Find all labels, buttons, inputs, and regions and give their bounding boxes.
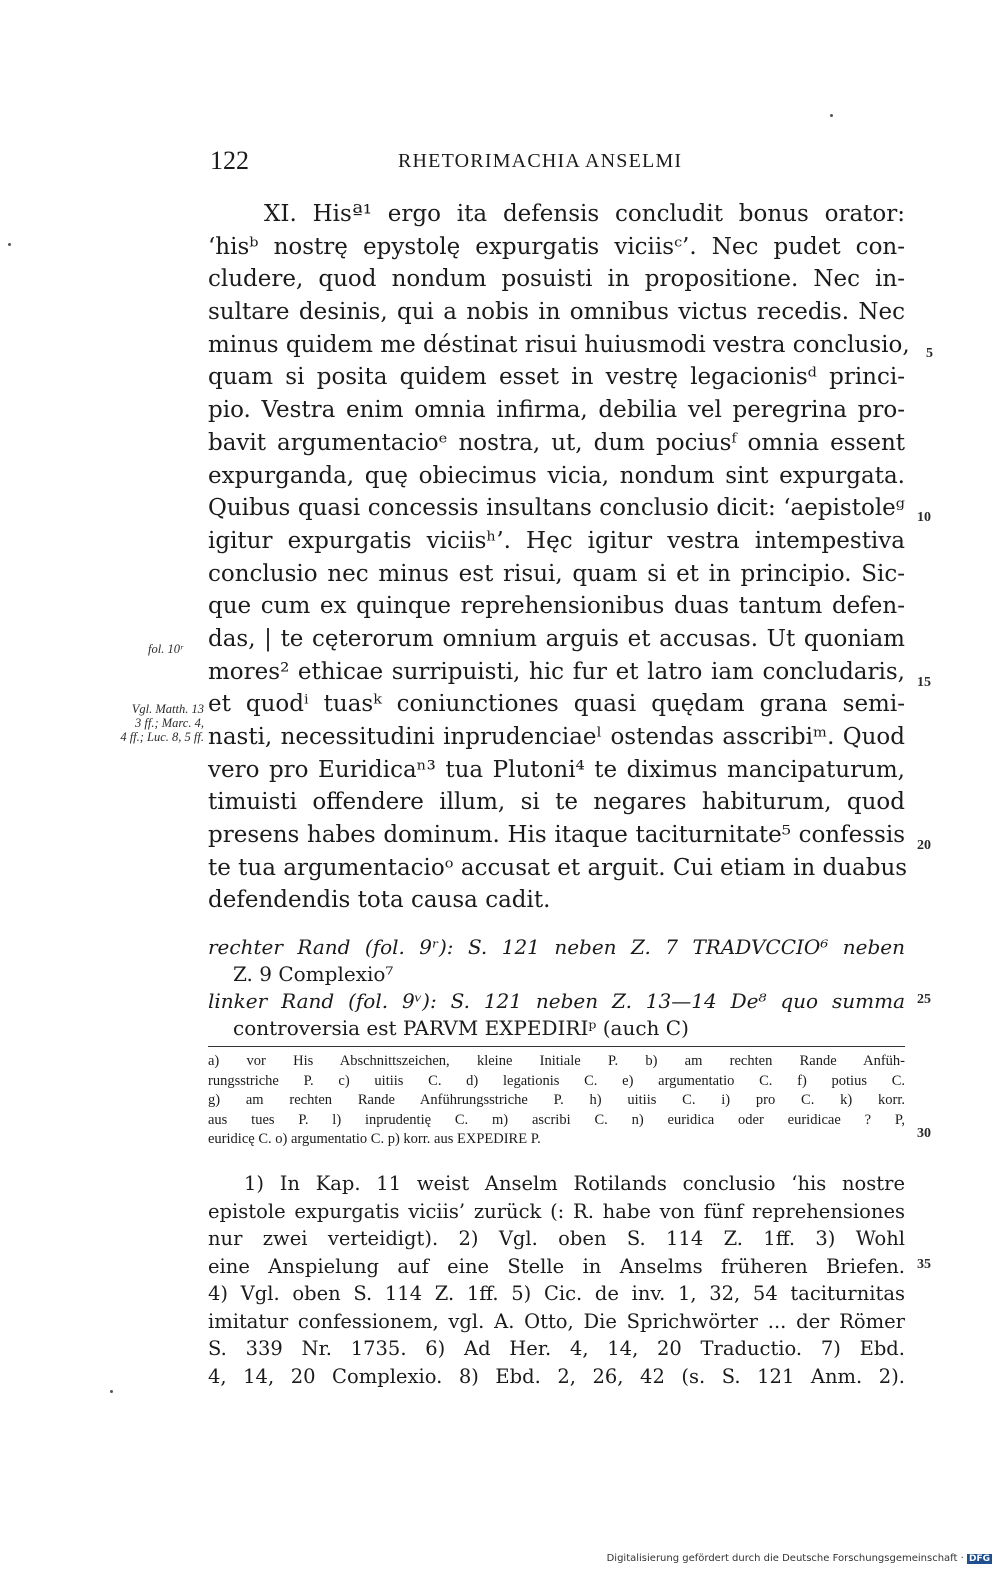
text-line: defendendis tota causa cadit.	[208, 887, 551, 914]
scan-speck	[110, 1390, 113, 1393]
scripture-note-line: 3 ff.; Marc. 4,	[135, 716, 204, 730]
line-number: 30	[917, 1126, 931, 1141]
text-line: que cum ex quinque reprehensionibus duas tantum defen-	[208, 593, 905, 620]
footnote-line: imitatur confessionem, vgl. A. Otto, Die Sprichwörter ... der Römer	[208, 1309, 905, 1333]
text-line: minus quidem me déstinat risui huiusmodi vestra conclusio,	[208, 331, 910, 358]
critical-apparatus	[208, 1052, 905, 1150]
footnote-line: epistole expurgatis viciis’ zurück (: R. habe von fünf reprehensiones	[208, 1199, 905, 1223]
page-number: 122	[210, 146, 249, 175]
line-number: 35	[917, 1257, 931, 1272]
main-text	[208, 198, 910, 917]
funding-text: Digitalisierung gefördert durch die Deutsche Forschungsgemeinschaft ·	[606, 1553, 964, 1564]
footnote-line: 4, 14, 20 Complexio. 8) Ebd. 2, 26, 42 (s. S. 121 Anm. 2).	[208, 1364, 905, 1388]
text-line: expurganda, quę obiecimus vicia, nondum sint expurgata.	[208, 462, 905, 489]
footnotes	[208, 1170, 905, 1390]
footnote-line: eine Anspielung auf eine Stelle in Anselms früheren Briefen.	[208, 1254, 905, 1278]
note-line: rechter Rand (fol. 9ʳ): S. 121 neben Z. 7 TRADVCCIO⁶ neben	[208, 935, 905, 959]
text-line: mores² ethicae surripuisti, hic fur et latro iam concludaris,	[208, 658, 905, 685]
text-line: presens habes dominum. His itaque taciturnitate⁵ confessis	[208, 822, 905, 849]
funding-footer	[607, 1553, 992, 1564]
scripture-margin-note	[78, 702, 204, 744]
text-line: das, | te cęterorum omnium arguis et accusas. Ut quoniam	[208, 625, 905, 652]
scan-speck	[830, 114, 833, 117]
text-line: nasti, necessitudini inprudenciaeˡ ostendas asscribiᵐ. Quod	[208, 724, 905, 750]
text-line: pio. Vestra enim omnia infirma, debilia vel peregrina pro-	[208, 397, 905, 424]
text-line: ‘hisᵇ nostrę epystolę expurgatis viciisᶜ’. Nec pudet con-	[208, 233, 905, 260]
line-number: 15	[917, 675, 931, 690]
text-line: vero pro Euridicaⁿ³ tua Plutoni⁴ te diximus mancipaturum,	[208, 756, 905, 783]
footnote-line: 4) Vgl. oben S. 114 Z. 1ff. 5) Cic. de inv. 1, 32, 54 taciturnitas	[208, 1282, 905, 1305]
scan-speck	[8, 243, 11, 246]
text-line: quam si posita quidem esset in vestrę legacionisᵈ princi-	[208, 364, 905, 391]
text-line: Quibus quasi concessis insultans conclusio dicit: ‘aepistoleᵍ	[208, 495, 905, 522]
scripture-note-line: 4 ff.; Luc. 8, 5 ff.	[120, 730, 204, 744]
apparatus-line: aus tues P. l) inprudentię C. m) ascribi C. n) euridica oder euridicae ? P,	[208, 1111, 905, 1128]
text-line: XI. Hisª¹ ergo ita defensis concludit bonus orator:	[264, 201, 905, 227]
note-line: controversia est PARVM EXPEDIRIᵖ (auch C)	[233, 1016, 689, 1040]
apparatus-line: rungsstriche P. c) uitiis C. d) legationis C. e) argumentatio C. f) potius C.	[208, 1072, 905, 1089]
scripture-note-line: Vgl. Matth. 13	[131, 702, 204, 716]
text-line: et quodⁱ tuasᵏ coniunctiones quasi quędam grana semi-	[208, 691, 905, 718]
running-head: RHETORIMACHIA ANSELMI	[398, 150, 683, 172]
note-line: linker Rand (fol. 9ᵛ): S. 121 neben Z. 13—14 De⁸ quo summa	[208, 989, 905, 1013]
text-line: te tua argumentacioᵒ accusat et arguit. Cui etiam in duabus	[208, 854, 908, 881]
apparatus-line: g) am rechten Rande Anführungsstriche P. h) uitiis C. i) pro C. k) korr.	[208, 1092, 905, 1108]
text-line: igitur expurgatis viciisʰ’. Hęc igitur vestra intempestiva	[208, 527, 905, 554]
text-line: cludere, quod nondum posuisti in propositione. Nec in-	[208, 266, 905, 293]
line-number: 5	[926, 346, 933, 361]
apparatus-line: euridicę C. o) argumentatio C. p) korr. aus EXPEDIRE P.	[208, 1131, 541, 1147]
page-header	[210, 146, 722, 180]
apparatus-line: a) vor His Abschnittszeichen, kleine Initiale P. b) am rechten Rande Anfüh-	[208, 1053, 905, 1069]
footnote-line: S. 339 Nr. 1735. 6) Ad Her. 4, 14, 20 Traductio. 7) Ebd.	[208, 1337, 905, 1360]
footnote-line: 1) In Kap. 11 weist Anselm Rotilands conclusio ‘his nostre	[244, 1172, 905, 1195]
line-number: 25	[917, 992, 931, 1007]
text-line: timuisti offendere illum, si te negares habiturum, quod	[208, 789, 905, 816]
folio-margin-note: fol. 10ʳ	[148, 642, 183, 656]
dfg-logo-icon: DFG	[968, 1554, 990, 1564]
marginalia-notes	[208, 934, 905, 1042]
footnote-line: nur zwei verteidigt). 2) Vgl. oben S. 114 Z. 1ff. 3) Wohl	[208, 1227, 905, 1250]
footnote-divider	[208, 1046, 905, 1047]
text-line: conclusio nec minus est risui, quam si et in principio. Sic-	[208, 560, 905, 587]
line-number: 20	[917, 838, 931, 853]
line-number: 10	[917, 510, 931, 525]
text-line: bavit argumentacioᵉ nostra, ut, dum pociusᶠ omnia essent	[208, 429, 905, 456]
text-line: sultare desinis, qui a nobis in omnibus victus recedis. Nec	[208, 299, 905, 326]
note-line: Z. 9 Complexio⁷	[233, 962, 394, 986]
